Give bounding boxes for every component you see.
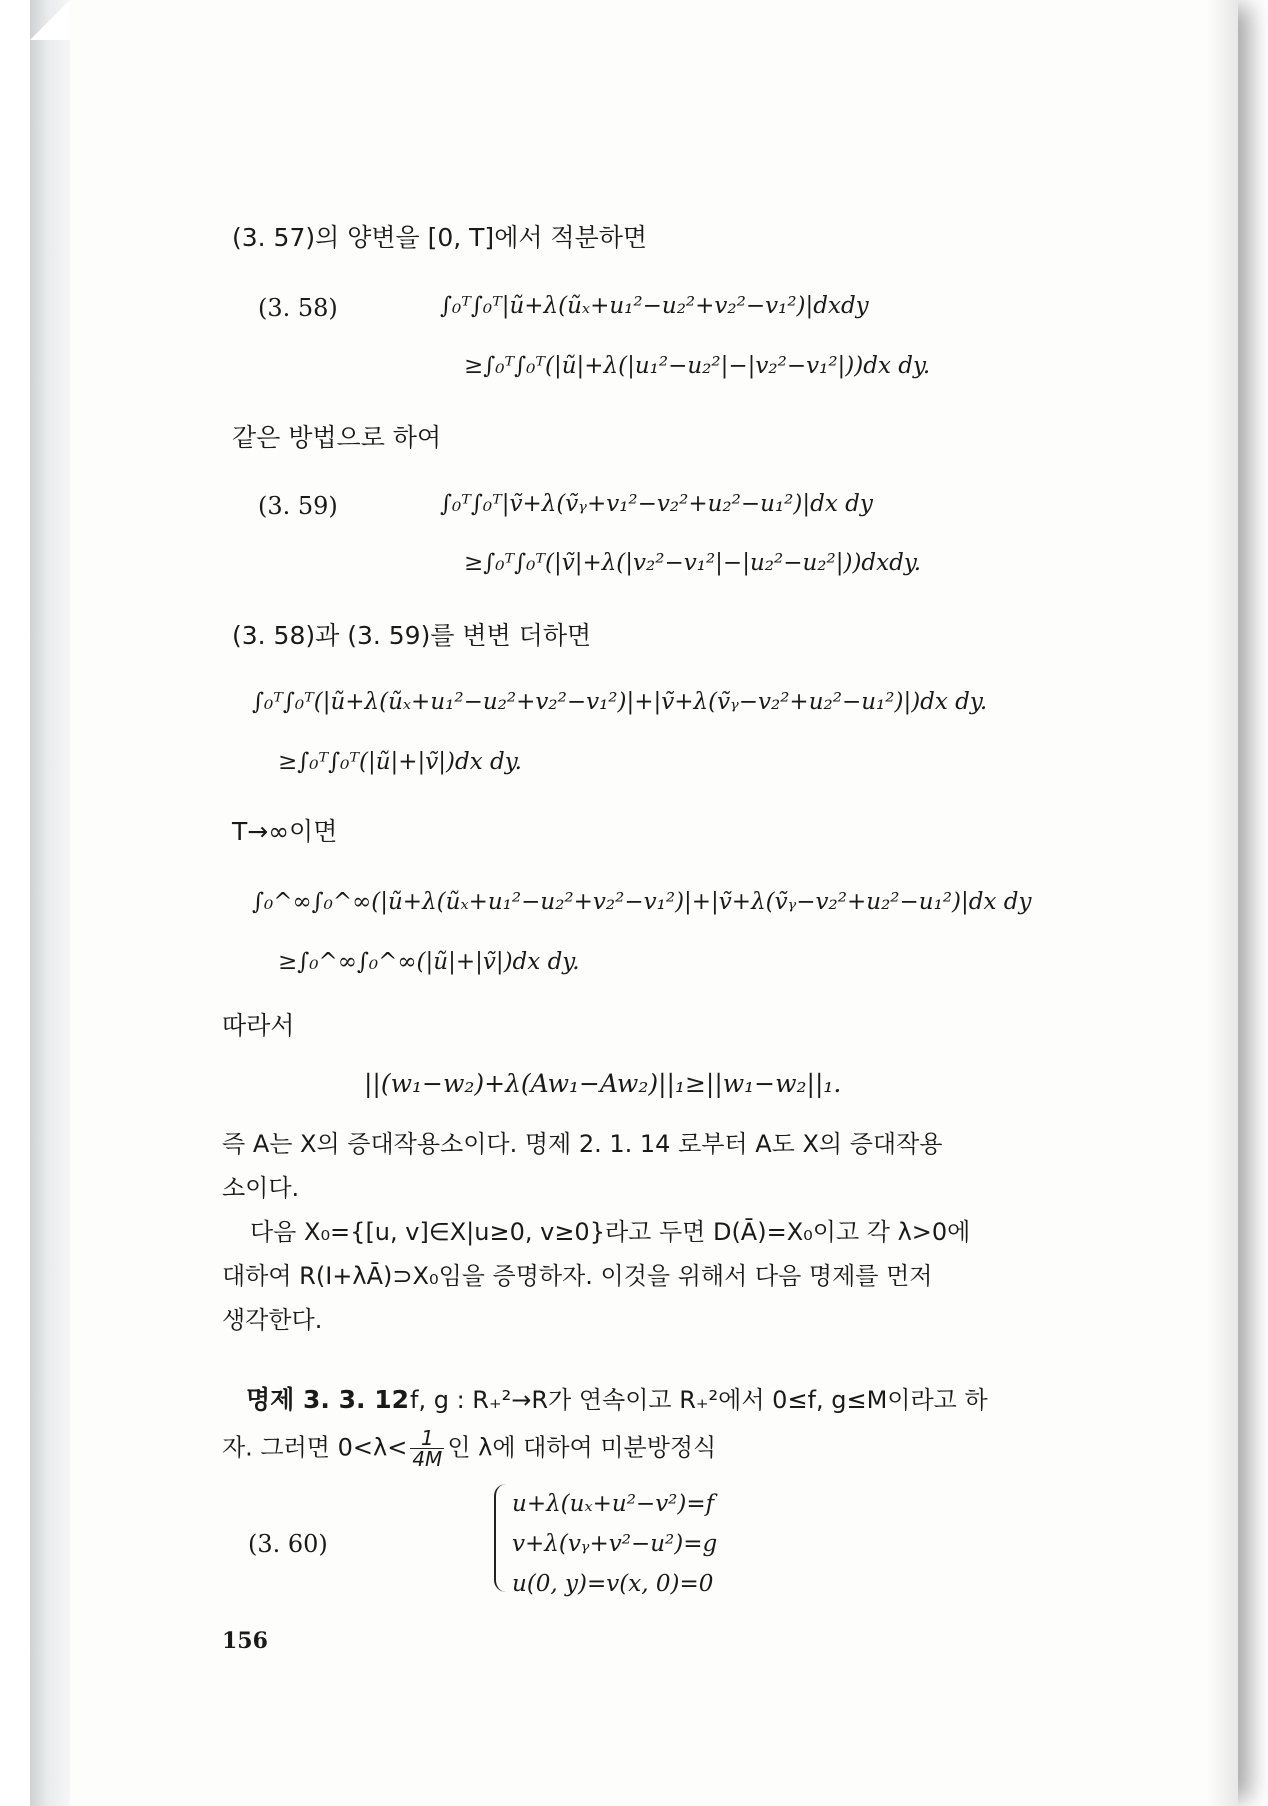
proposition-statement-line2 (222, 1428, 716, 1469)
paragraph-domain-line3: 생각한다. (222, 1306, 323, 1334)
equation-3-59-line2: ≥∫₀ᵀ∫₀ᵀ(|ṽ|+λ(|v₂²−v₁²|−|u₂²−u₂²|))dxdy. (464, 550, 922, 576)
system-equation-2: v+λ(vᵧ+v²−u²)=g (512, 1531, 718, 1557)
equation-label-3-59: (3. 59) (258, 492, 338, 520)
equation-3-59-line1: ∫₀ᵀ∫₀ᵀ|ṽ+λ(ṽᵧ+v₁²−v₂²+u₂²−u₁²)|dx dy (440, 491, 873, 517)
book-spine (30, 0, 71, 1806)
text-therefore: 따라서 (222, 1011, 295, 1040)
system-equation-3: u(0, y)=v(x, 0)=0 (512, 1571, 714, 1597)
page-number: 156 (222, 1628, 268, 1654)
fraction-numerator: 1 (410, 1428, 444, 1449)
equation-label-3-60: (3. 60) (248, 1530, 328, 1558)
paragraph-domain-line2: 대하여 R(I+λĀ)⊃X₀임을 증명하자. 이것을 위해서 다음 명제를 먼저 (222, 1262, 933, 1290)
text-intro-integrate: (3. 57)의 양변을 [0, T]에서 적분하면 (232, 223, 648, 252)
paragraph-accretive-line1: 즉 A는 X의 증대작용소이다. 명제 2. 1. 14 로부터 A도 X의 증대작용 (222, 1130, 943, 1158)
equation-infinite-line1: ∫₀^∞∫₀^∞(|ũ+λ(ũₓ+u₁²−u₂²+v₂²−v₁²)|+|ṽ+λ(ṽᵧ−v₂²+u₂²−u₁²)|dx dy (252, 889, 1032, 915)
proposition-heading: 명제 3. 3. 12 (246, 1385, 409, 1414)
text-add-both: (3. 58)과 (3. 59)를 변변 더하면 (232, 621, 592, 650)
proposition-text-prefix: 자. 그러면 0<λ< (222, 1433, 408, 1462)
text-t-to-infinity: T→∞이면 (232, 817, 338, 846)
proposition-statement-line1: f, g : R₊²→R가 연속이고 R₊²에서 0≤f, g≤M이라고 하 (410, 1386, 988, 1414)
equation-3-58-line2: ≥∫₀ᵀ∫₀ᵀ(|ũ|+λ(|u₁²−u₂²|−|v₂²−v₁²|))dx dy. (464, 353, 931, 379)
proposition-text-suffix: 인 λ에 대하여 미분방정식 (447, 1433, 717, 1462)
fraction-denominator: 4M (412, 1447, 443, 1471)
text-same-method: 같은 방법으로 하여 (232, 423, 442, 452)
system-brace (494, 1484, 508, 1592)
paragraph-accretive-line2: 소이다. (222, 1174, 300, 1202)
system-equation-1: u+λ(uₓ+u²−v²)=f (512, 1491, 715, 1517)
equation-label-3-58: (3. 58) (258, 294, 338, 322)
equation-norm-inequality: ||(w₁−w₂)+λ(Aw₁−Aw₂)||₁≥||w₁−w₂||₁. (364, 1069, 842, 1098)
equation-3-58-line1: ∫₀ᵀ∫₀ᵀ|ũ+λ(ũₓ+u₁²−u₂²+v₂²−v₁²)|dxdy (440, 293, 869, 319)
equation-sum-line1: ∫₀ᵀ∫₀ᵀ(|ũ+λ(ũₓ+u₁²−u₂²+v₂²−v₁²)|+|ṽ+λ(ṽᵧ−v₂²+u₂²−u₁²)|)dx dy. (252, 689, 988, 715)
fraction-one-over-4m (410, 1428, 444, 1469)
paragraph-domain-line1: 다음 X₀={[u, v]∈X|u≥0, v≥0}라고 두면 D(Ā)=X₀이고 각 λ>0에 (250, 1218, 971, 1246)
equation-sum-line2: ≥∫₀ᵀ∫₀ᵀ(|ũ|+|ṽ|)dx dy. (278, 749, 522, 775)
page-edge-shadow (1208, 0, 1238, 1806)
equation-infinite-line2: ≥∫₀^∞∫₀^∞(|ũ|+|ṽ|)dx dy. (278, 949, 580, 975)
